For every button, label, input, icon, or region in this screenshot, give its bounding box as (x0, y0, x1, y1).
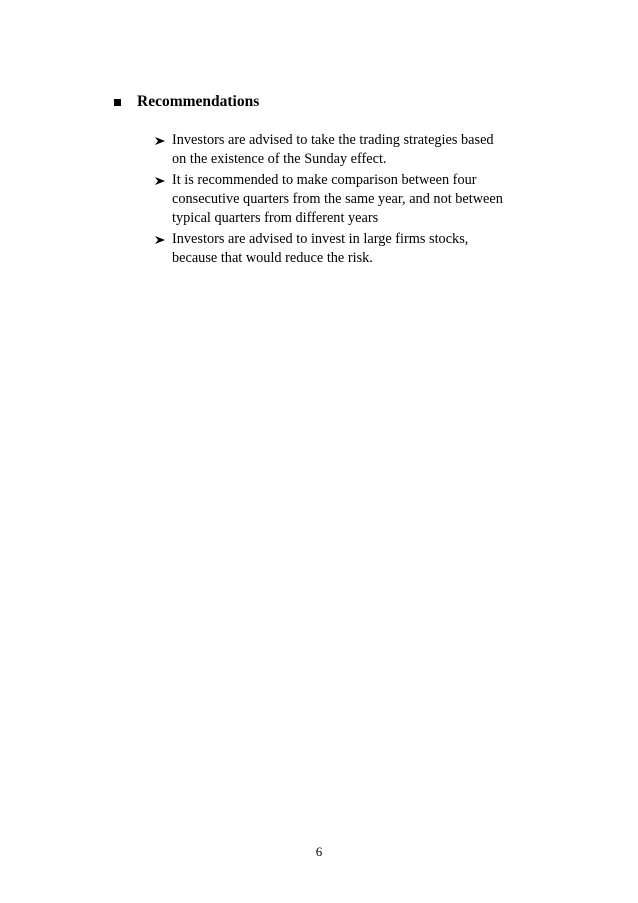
list-item-line: consecutive quarters from the same year, and not between (172, 191, 503, 207)
section-title: Recommendations (137, 93, 260, 110)
square-bullet-icon (114, 99, 121, 106)
list-item-text (172, 131, 572, 169)
list-item-line: Investors are advised to invest in large firms stocks, (172, 231, 469, 247)
list-item (152, 171, 572, 228)
arrow-bullet-icon (152, 230, 172, 249)
section-heading (112, 92, 259, 112)
recommendations-list (152, 131, 572, 270)
list-item-text (172, 230, 572, 268)
list-item-text (172, 171, 572, 228)
list-item (152, 230, 572, 268)
list-item (152, 131, 572, 169)
list-item-line: typical quarters from different years (172, 210, 379, 226)
arrow-bullet-icon (152, 171, 172, 190)
list-item-line: on the existence of the Sunday effect. (172, 151, 387, 167)
list-item-line: Investors are advised to take the trading strategies based (172, 132, 494, 148)
list-item-line: It is recommended to make comparison between four (172, 172, 477, 188)
list-item-line: because that would reduce the risk. (172, 250, 373, 266)
page-number: 6 (315, 844, 323, 859)
arrow-bullet-icon (152, 131, 172, 150)
